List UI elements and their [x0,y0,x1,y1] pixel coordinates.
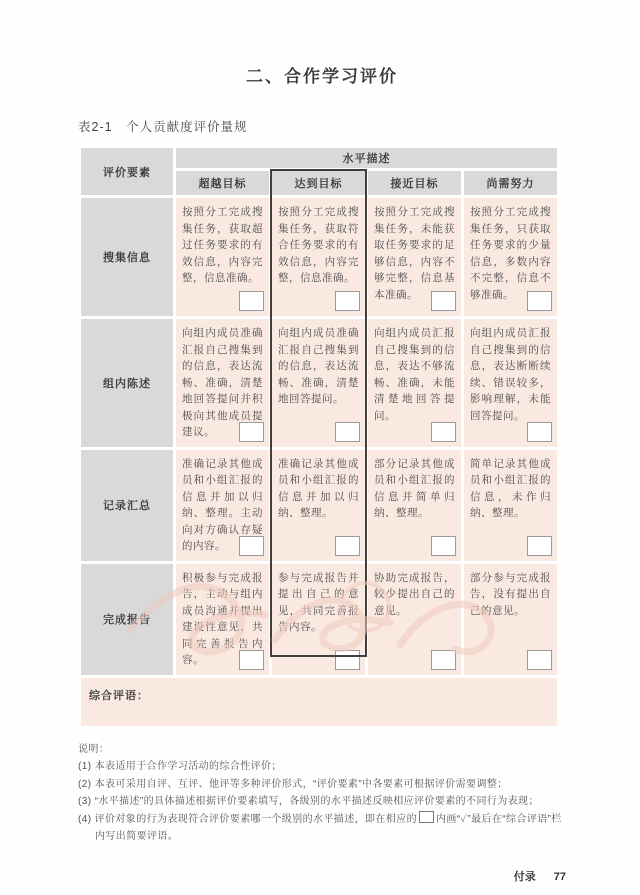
descriptor-cell [464,319,557,447]
level-checkbox[interactable] [431,422,456,442]
descriptor-text: 按照分工完成搜集任务，获取符合任务要求的有效信息，内容完整，信息准确。 [278,206,359,284]
level-checkbox[interactable] [335,536,360,556]
rubric-table-body [81,148,557,726]
descriptor-cell [272,450,365,561]
footer-page-number: 77 [553,870,566,883]
level-checkbox[interactable] [527,422,552,442]
table-caption: 表2-1 个人贡献度评价量规 [78,120,248,134]
descriptor-text: 按照分工完成搜集任务，获取超过任务要求的有效信息，内容完整，信息准确。 [182,206,263,284]
descriptor-text: 部分参与完成报告，没有提出自己的意见。 [470,571,551,617]
descriptor-text: 向组内成员汇报自己搜集到的信息，表达不够流畅、准确，未能清楚地回答提问。 [374,327,455,422]
level-header-meet: 达到目标 [272,171,365,195]
level-checkbox[interactable] [431,536,456,556]
level-checkbox[interactable] [239,650,264,670]
descriptor-cell [368,450,461,561]
note-item-1: (1) 本表适用于合作学习活动的综合性评价； [78,761,282,772]
level-header-exceed: 超越目标 [176,171,269,195]
descriptor-cell [368,564,461,675]
notes-heading: 说明： [78,743,110,755]
rubric-table [78,145,560,729]
descriptor-text: 协助完成报告，较少提出自己的意见。 [374,571,455,617]
level-checkbox[interactable] [335,291,360,311]
element-label: 组内陈述 [81,319,173,447]
descriptor-cell [176,450,269,561]
level-checkbox[interactable] [431,291,456,311]
note-item-2: (2) 本表可采用自评、互评、他评等多种评价形式，“评价要素”中各要素可根据评价需要调整； [78,778,508,790]
level-checkbox[interactable] [335,650,360,670]
descriptor-text: 按照分工完成搜集任务，未能获取任务要求的足够信息，内容不够完整，信息基本准确。 [374,206,455,301]
element-label: 完成报告 [81,564,173,675]
summary-label: 综合评语： [89,689,149,702]
descriptor-cell [368,198,461,316]
element-label: 搜集信息 [81,198,173,316]
descriptor-cell [272,319,365,447]
descriptor-text: 准确记录其他成员和小组汇报的信息并加以归纳、整理。 [278,457,359,519]
level-checkbox[interactable] [527,536,552,556]
level-checkbox[interactable] [431,650,456,670]
footer-section-label: 付录 [513,870,536,883]
level-checkbox[interactable] [239,291,264,311]
table-row [81,319,557,447]
descriptor-cell [176,198,269,316]
element-label: 记录汇总 [81,450,173,561]
header-row-top [81,148,557,168]
descriptor-text: 向组内成员准确汇报自己搜集到的信息，表达流畅、准确，清楚地回答提问并积极向其他成员提建议。 [182,327,263,438]
notes-section [78,741,566,846]
note-4-text-after: 内画“✓”最后在“综合评语”栏内写出简要评语。 [95,813,562,842]
descriptor-cell [464,450,557,561]
note-item-3: (3) “水平描述”的具体描述根据评价要素填写，各级别的水平描述反映相应评价要素的不同行为表现； [78,796,539,807]
descriptor-cell [176,319,269,447]
descriptor-cell [272,198,365,316]
corner-header: 评价要素 [81,148,173,195]
level-checkbox[interactable] [335,422,360,442]
page-title: 二、合作学习评价 [246,67,398,86]
table-row [81,198,557,316]
descriptor-text: 向组内成员准确汇报自己搜集到的信息，表达流畅、准确，清楚地回答提问。 [278,327,359,405]
level-checkbox[interactable] [239,536,264,556]
descriptor-cell [464,564,557,675]
descriptor-text: 积极参与完成报告，主动与组内成员沟通并提出建设性意见，共同完善报告内容。 [182,571,263,666]
descriptor-text: 向组内成员汇报自己搜集到的信息，表达断断续续、错误较多，影响理解，未能回答提问。 [470,327,551,422]
level-header: 水平描述 [176,148,557,168]
level-checkbox[interactable] [527,291,552,311]
descriptor-text: 参与完成报告并提出自己的意见，共同完善报告内容。 [278,571,359,633]
page-content [78,0,566,884]
descriptor-text: 简单记录其他成员和小组汇报的信息，未作归纳、整理。 [470,457,551,519]
table-row [81,450,557,561]
descriptor-text: 按照分工完成搜集任务，只获取任务要求的少量信息，多数内容不完整，信息不够准确。 [470,206,551,301]
level-header-approach: 接近目标 [368,171,461,195]
inline-checkbox-icon [419,811,434,823]
level-checkbox[interactable] [239,422,264,442]
descriptor-cell [176,564,269,675]
descriptor-cell [368,319,461,447]
descriptor-text: 部分记录其他成员和小组汇报的信息并简单归纳、整理。 [374,457,455,519]
summary-cell [81,678,557,726]
rubric-table-wrap [78,145,566,729]
note-4-text-before: (4) 评价对象的行为表现符合评价要素哪一个级别的水平描述，即在相应的 [78,813,417,825]
note-item-4 [78,811,566,846]
table-row [81,564,557,675]
page-footer [78,868,566,884]
descriptor-cell [464,198,557,316]
descriptor-text: 准确记录其他成员和小组汇报的信息并加以归纳、整理。主动向对方确认存疑的内容。 [182,457,263,552]
summary-row [81,678,557,726]
descriptor-cell [272,564,365,675]
level-checkbox[interactable] [527,650,552,670]
level-header-effort: 尚需努力 [464,171,557,195]
